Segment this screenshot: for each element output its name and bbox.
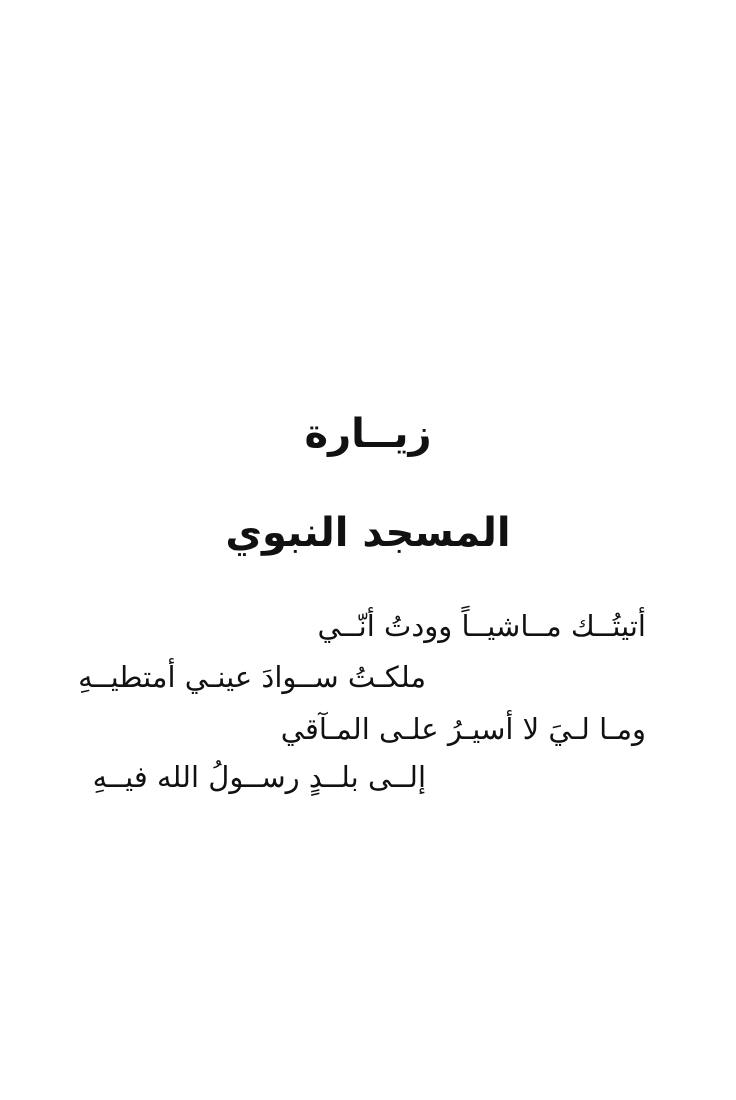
verse-line-2: ملكـتُ ســوادَ عينـي أمتطيــهِ	[78, 660, 426, 694]
verse-line-1: أتيتُــك مــاشيــاً وودتُ أنّــي	[317, 609, 646, 643]
heading-visit: زيــارة	[304, 411, 432, 457]
verse-line-3: ومـا لـيَ لا أسيـرُ علـى المـآقي	[280, 712, 646, 746]
verse-line-4: إلــى بلــدٍ رســولُ الله فيــهِ	[92, 760, 426, 794]
heading-prophets-mosque: المسجد النبوي	[225, 510, 511, 556]
